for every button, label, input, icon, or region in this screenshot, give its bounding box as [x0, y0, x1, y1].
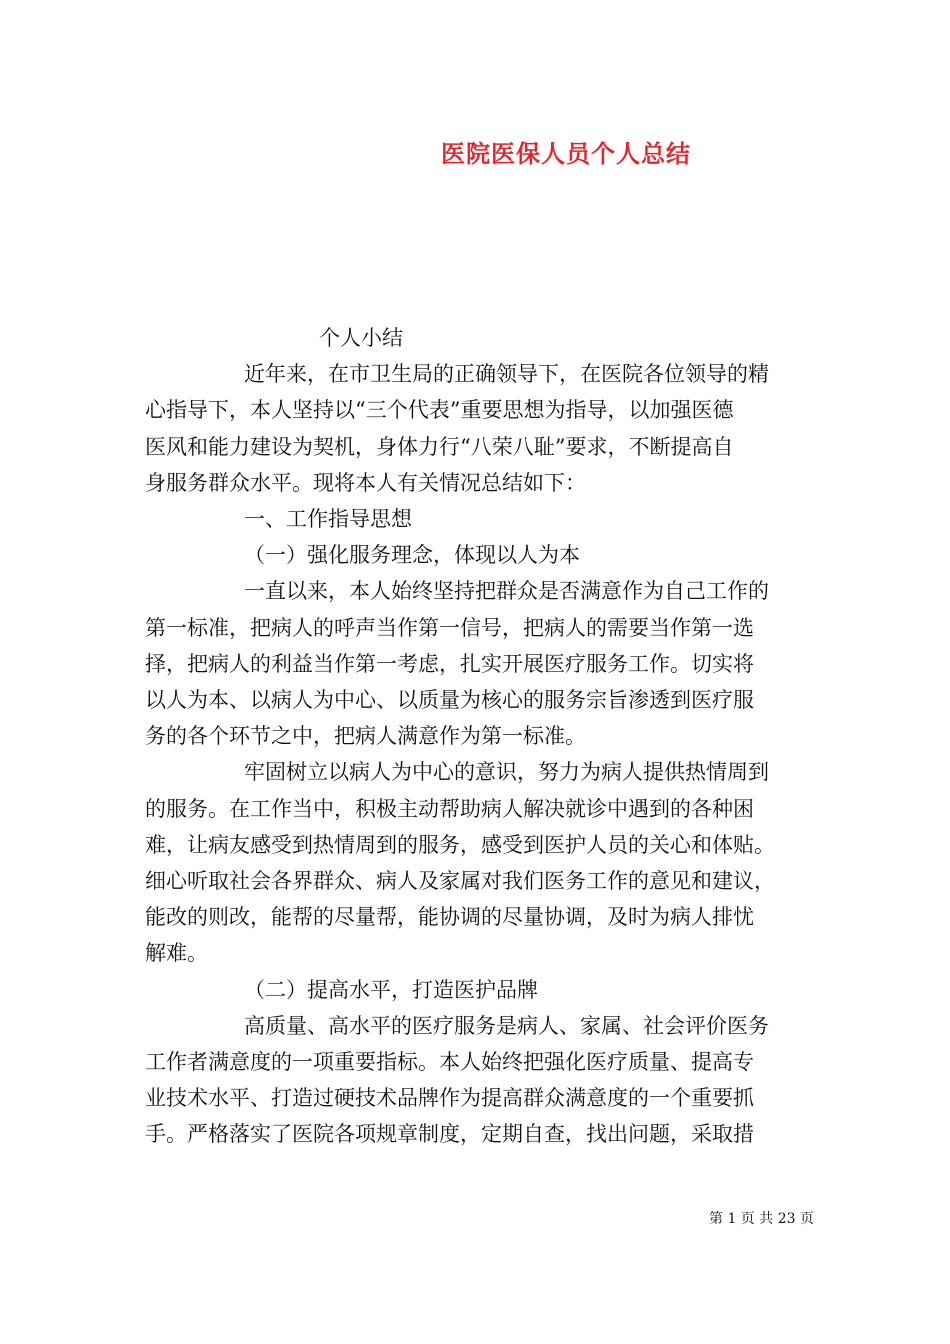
paragraph-patient-centered	[145, 754, 805, 971]
paragraph-line: 难，让病友感受到热情周到的服务，感受到医护人员的关心和体贴。	[145, 832, 775, 857]
paragraph-line: 能改的则改，能帮的尽量帮，能协调的尽量协调，及时为病人排忧	[145, 905, 754, 930]
paragraph-line: 细心听取社会各界群众、病人及家属对我们医务工作的意见和建议，	[145, 869, 775, 894]
section-heading: 一、工作指导思想	[244, 507, 412, 532]
paragraph-line: 择，把病人的利益当作第一考虑，扎实开展医疗服务工作。切实将	[145, 651, 754, 676]
paragraph-line: 的服务。在工作当中，积极主动帮助病人解决就诊中遇到的各种困	[145, 796, 754, 821]
paragraph-line: 务的各个环节之中，把病人满意作为第一标准。	[145, 724, 586, 749]
paragraph-line: 解难。	[145, 941, 208, 966]
paragraph-line: 近年来，在市卫生局的正确领导下，在医院各位领导的精	[244, 362, 769, 387]
paragraph-intro	[145, 356, 805, 501]
paragraph-quality	[145, 1008, 805, 1153]
paragraph-line: 业技术水平、打造过硬技术品牌作为提高群众满意度的一个重要抓	[145, 1086, 754, 1111]
document-title: 医院医保人员个人总结	[441, 139, 691, 168]
subsection-heading: （二）提高水平，打造医护品牌	[244, 977, 538, 1002]
paragraph-line: 第一标准，把病人的呼声当作第一信号，把病人的需要当作第一选	[145, 615, 754, 640]
paragraph-line: 身服务群众水平。现将本人有关情况总结如下：	[145, 470, 586, 495]
paragraph-line: 牢固树立以病人为中心的意识，努力为病人提供热情周到	[244, 760, 769, 785]
subsection-heading: （一）强化服务理念，体现以人为本	[244, 543, 580, 568]
paragraph-line: 工作者满意度的一项重要指标。本人始终把强化医疗质量、提高专	[145, 1050, 754, 1075]
paragraph-line: 手。严格落实了医院各项规章制度，定期自查，找出问题，采取措	[145, 1122, 754, 1147]
paragraph-service	[145, 573, 805, 754]
page-number-footer: 第 1 页 共 23 页	[709, 1211, 814, 1227]
document-body	[145, 320, 805, 1153]
paragraph-line: 医风和能力建设为契机，身体力行“八荣八耻”要求，不断提高自	[145, 434, 734, 459]
paragraph-line: 心指导下，本人坚持以“三个代表”重要思想为指导，以加强医德	[145, 398, 734, 423]
paragraph-line: 以人为本、以病人为中心、以质量为核心的服务宗旨渗透到医疗服	[145, 688, 754, 713]
paragraph-line: 一直以来，本人始终坚持把群众是否满意作为自己工作的	[244, 579, 769, 604]
paragraph-line: 高质量、高水平的医疗服务是病人、家属、社会评价医务	[244, 1013, 769, 1038]
subtitle: 个人小结	[319, 326, 403, 350]
